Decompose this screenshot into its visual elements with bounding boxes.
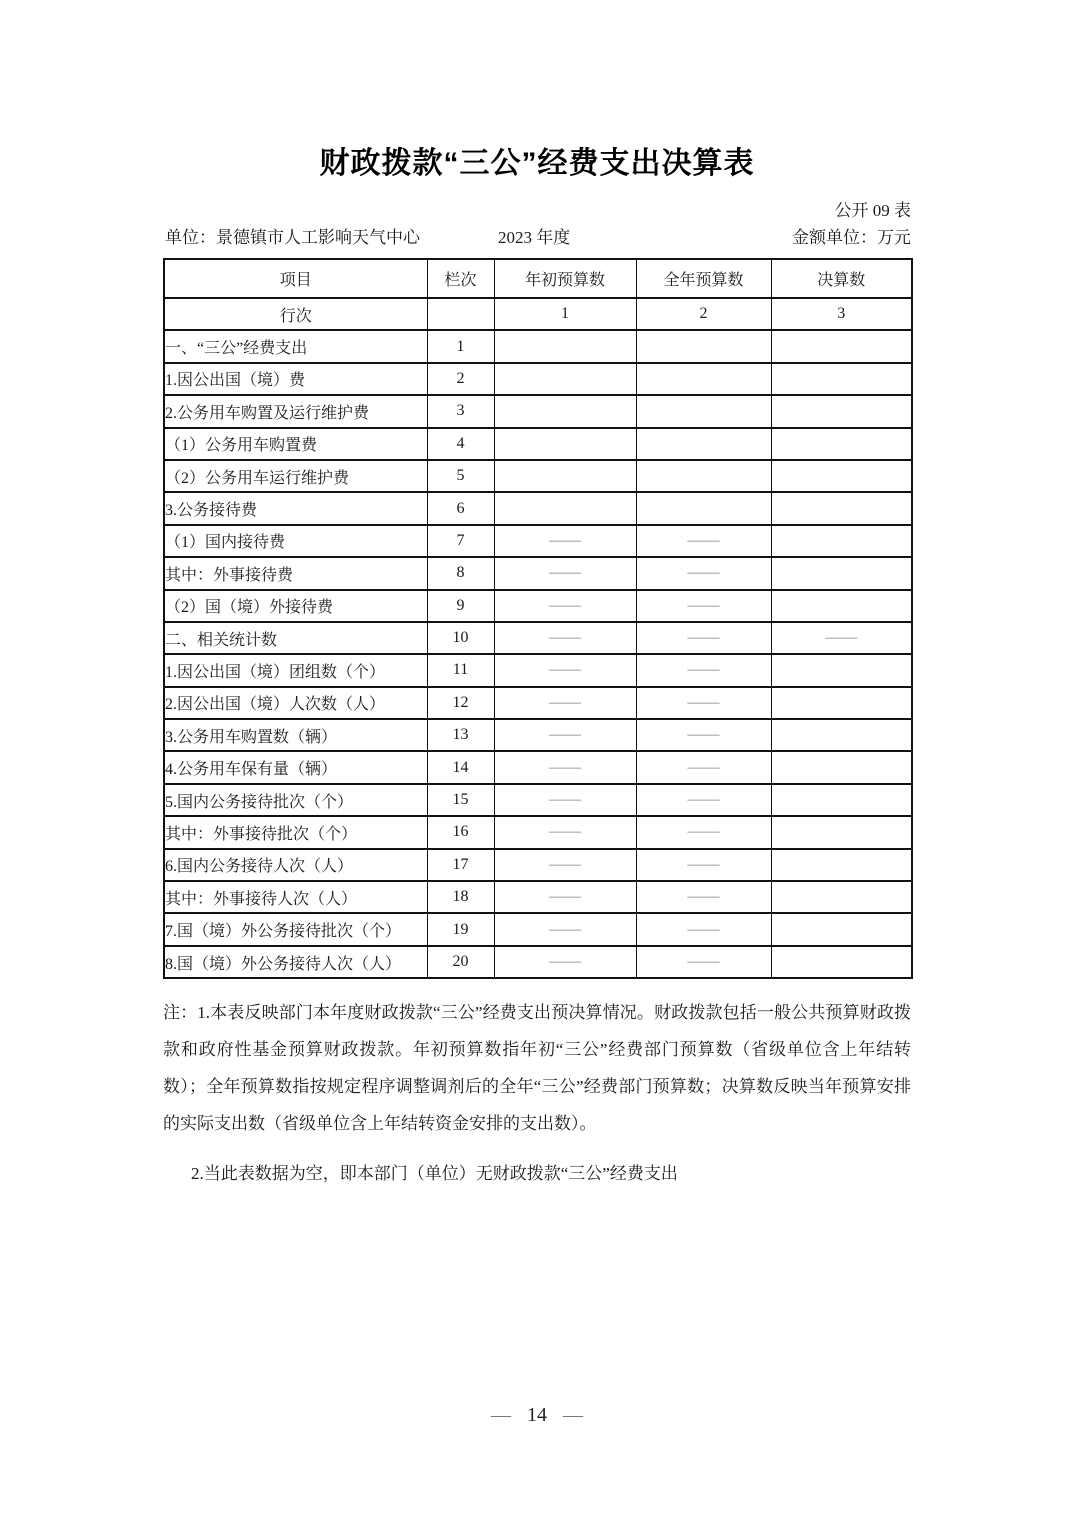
table-row: [164, 751, 912, 783]
value-cell-annual: ——: [636, 751, 771, 783]
document-page: [163, 0, 911, 1192]
note-2: 2.当此表数据为空，即本部门（单位）无财政拨款“三公”经费支出: [191, 1164, 678, 1184]
col-header: 年初预算数: [494, 259, 636, 298]
value-cell-final: [771, 751, 912, 783]
value-cell-initial: ——: [494, 849, 636, 881]
line-cell: 4: [427, 428, 494, 460]
value-cell-final: [771, 428, 912, 460]
item-cell: （1）国内接待费: [164, 525, 427, 557]
value-cell-annual: ——: [636, 525, 771, 557]
value-cell-final: [771, 363, 912, 395]
value-cell-initial: ——: [494, 719, 636, 751]
note-1: 注：1.本表反映部门本年度财政拨款“三公”经费支出预决算情况。财政拨款包括一般公共预算财政拨款和政府性基金预算财政拨款。年初预算数指年初“三公”经费部门预算数（省级单位含上年结转数）；全年预算数指按规定程序调整调剂后的全年“三公”经费部门预算数；决算数反映当年预算安排的实际支出数（省级单位含上年结转资金安排的支出数）。: [163, 1003, 911, 1134]
value-cell-initial: [494, 363, 636, 395]
item-cell: 3.公务接待费: [164, 492, 427, 524]
item-cell: （2）公务用车运行维护费: [164, 460, 427, 492]
value-cell-final: [771, 557, 912, 589]
line-cell: 14: [427, 751, 494, 783]
line-cell: 20: [427, 946, 494, 978]
line-cell: 19: [427, 913, 494, 945]
value-cell-initial: ——: [494, 687, 636, 719]
value-cell-annual: ——: [636, 687, 771, 719]
line-cell: 11: [427, 654, 494, 686]
col-header: 决算数: [771, 259, 912, 298]
fiscal-year-label: 2023 年度: [498, 228, 571, 247]
value-cell-initial: [494, 395, 636, 427]
item-cell: 二、相关统计数: [164, 622, 427, 654]
line-cell: 5: [427, 460, 494, 492]
table-row: [164, 460, 912, 492]
table-row: [164, 557, 912, 589]
line-cell: 6: [427, 492, 494, 524]
line-number-row: [164, 298, 912, 330]
item-cell: 一、“三公”经费支出: [164, 330, 427, 362]
value-cell-final: [771, 395, 912, 427]
line-number-cell: [427, 298, 494, 330]
value-cell-annual: [636, 363, 771, 395]
table-notes: [163, 994, 911, 1192]
line-cell: 9: [427, 590, 494, 622]
line-number-cell: 2: [636, 298, 771, 330]
value-cell-annual: ——: [636, 622, 771, 654]
value-cell-final: [771, 492, 912, 524]
value-cell-final: [771, 719, 912, 751]
line-number-row-label: 行次: [164, 298, 427, 330]
table-row: [164, 330, 912, 362]
table-row: [164, 525, 912, 557]
value-cell-initial: ——: [494, 590, 636, 622]
table-row: [164, 363, 912, 395]
value-cell-initial: ——: [494, 946, 636, 978]
line-cell: 13: [427, 719, 494, 751]
page-number-value: 14: [527, 1404, 547, 1426]
value-cell-annual: ——: [636, 816, 771, 848]
table-row: [164, 881, 912, 913]
unit-label: 单位：景德镇市人工影响天气中心: [165, 228, 420, 247]
header-row: [164, 259, 912, 298]
value-cell-final: [771, 525, 912, 557]
item-cell: 4.公务用车保有量（辆）: [164, 751, 427, 783]
line-cell: 3: [427, 395, 494, 427]
value-cell-annual: ——: [636, 557, 771, 589]
table-row: [164, 395, 912, 427]
col-header: 全年预算数: [636, 259, 771, 298]
line-cell: 10: [427, 622, 494, 654]
value-cell-initial: [494, 492, 636, 524]
item-cell: 2.因公出国（境）人次数（人）: [164, 687, 427, 719]
col-header: 项目: [164, 259, 427, 298]
value-cell-annual: [636, 460, 771, 492]
value-cell-initial: ——: [494, 654, 636, 686]
item-cell: 1.因公出国（境）团组数（个）: [164, 654, 427, 686]
value-cell-final: [771, 330, 912, 362]
value-cell-initial: ——: [494, 816, 636, 848]
item-cell: 2.公务用车购置及运行维护费: [164, 395, 427, 427]
table-row: [164, 590, 912, 622]
value-cell-initial: [494, 428, 636, 460]
doc-form-label: 公开 09 表: [834, 201, 911, 220]
item-cell: 其中：外事接待人次（人）: [164, 881, 427, 913]
value-cell-annual: [636, 330, 771, 362]
line-cell: 1: [427, 330, 494, 362]
value-cell-final: [771, 913, 912, 945]
value-cell-final: [771, 460, 912, 492]
item-cell: 8.国（境）外公务接待人次（人）: [164, 946, 427, 978]
value-cell-annual: ——: [636, 590, 771, 622]
value-cell-annual: ——: [636, 946, 771, 978]
page-number-dash-right: —: [563, 1404, 583, 1426]
line-number-cell: 3: [771, 298, 912, 330]
table-row: [164, 622, 912, 654]
line-number-cell: 1: [494, 298, 636, 330]
col-header: 栏次: [427, 259, 494, 298]
value-cell-annual: [636, 395, 771, 427]
value-cell-final: [771, 849, 912, 881]
page-number: [0, 1404, 1074, 1427]
value-cell-annual: ——: [636, 719, 771, 751]
item-cell: 7.国（境）外公务接待批次（个）: [164, 913, 427, 945]
item-cell: 5.国内公务接待批次（个）: [164, 784, 427, 816]
value-cell-initial: ——: [494, 525, 636, 557]
value-cell-final: [771, 687, 912, 719]
table-row: [164, 719, 912, 751]
line-cell: 15: [427, 784, 494, 816]
value-cell-final: [771, 881, 912, 913]
table-meta-row: [163, 225, 911, 251]
table-row: [164, 428, 912, 460]
line-cell: 2: [427, 363, 494, 395]
line-cell: 12: [427, 687, 494, 719]
value-cell-annual: [636, 492, 771, 524]
table-row: [164, 654, 912, 686]
table-row: [164, 816, 912, 848]
table-row: [164, 849, 912, 881]
value-cell-annual: ——: [636, 654, 771, 686]
page-title: 财政拨款“三公”经费支出决算表: [319, 147, 755, 180]
value-cell-annual: ——: [636, 881, 771, 913]
value-cell-initial: ——: [494, 784, 636, 816]
line-cell: 7: [427, 525, 494, 557]
item-cell: 6.国内公务接待人次（人）: [164, 849, 427, 881]
item-cell: 1.因公出国（境）费: [164, 363, 427, 395]
table-body: [164, 330, 912, 978]
table-row: [164, 913, 912, 945]
item-cell: （2）国（境）外接待费: [164, 590, 427, 622]
value-cell-final: [771, 816, 912, 848]
value-cell-final: [771, 590, 912, 622]
line-cell: 16: [427, 816, 494, 848]
line-cell: 18: [427, 881, 494, 913]
value-cell-initial: ——: [494, 557, 636, 589]
table-row: [164, 784, 912, 816]
value-cell-initial: ——: [494, 622, 636, 654]
page-number-dash-left: —: [491, 1404, 511, 1426]
line-cell: 8: [427, 557, 494, 589]
value-cell-initial: ——: [494, 913, 636, 945]
value-cell-annual: [636, 428, 771, 460]
amount-unit-label: 金额单位：万元: [792, 228, 911, 247]
three-public-expense-table: [163, 258, 913, 979]
value-cell-initial: ——: [494, 751, 636, 783]
value-cell-final: [771, 654, 912, 686]
value-cell-initial: [494, 330, 636, 362]
item-cell: 其中：外事接待费: [164, 557, 427, 589]
item-cell: 其中：外事接待批次（个）: [164, 816, 427, 848]
value-cell-annual: ——: [636, 784, 771, 816]
item-cell: 3.公务用车购置数（辆）: [164, 719, 427, 751]
line-cell: 17: [427, 849, 494, 881]
value-cell-initial: ——: [494, 881, 636, 913]
table-row: [164, 946, 912, 978]
item-cell: （1）公务用车购置费: [164, 428, 427, 460]
table-head: [164, 259, 912, 330]
value-cell-initial: [494, 460, 636, 492]
value-cell-final: [771, 946, 912, 978]
value-cell-final: ——: [771, 622, 912, 654]
value-cell-annual: ——: [636, 849, 771, 881]
value-cell-final: [771, 784, 912, 816]
table-row: [164, 492, 912, 524]
value-cell-annual: ——: [636, 913, 771, 945]
table-row: [164, 687, 912, 719]
